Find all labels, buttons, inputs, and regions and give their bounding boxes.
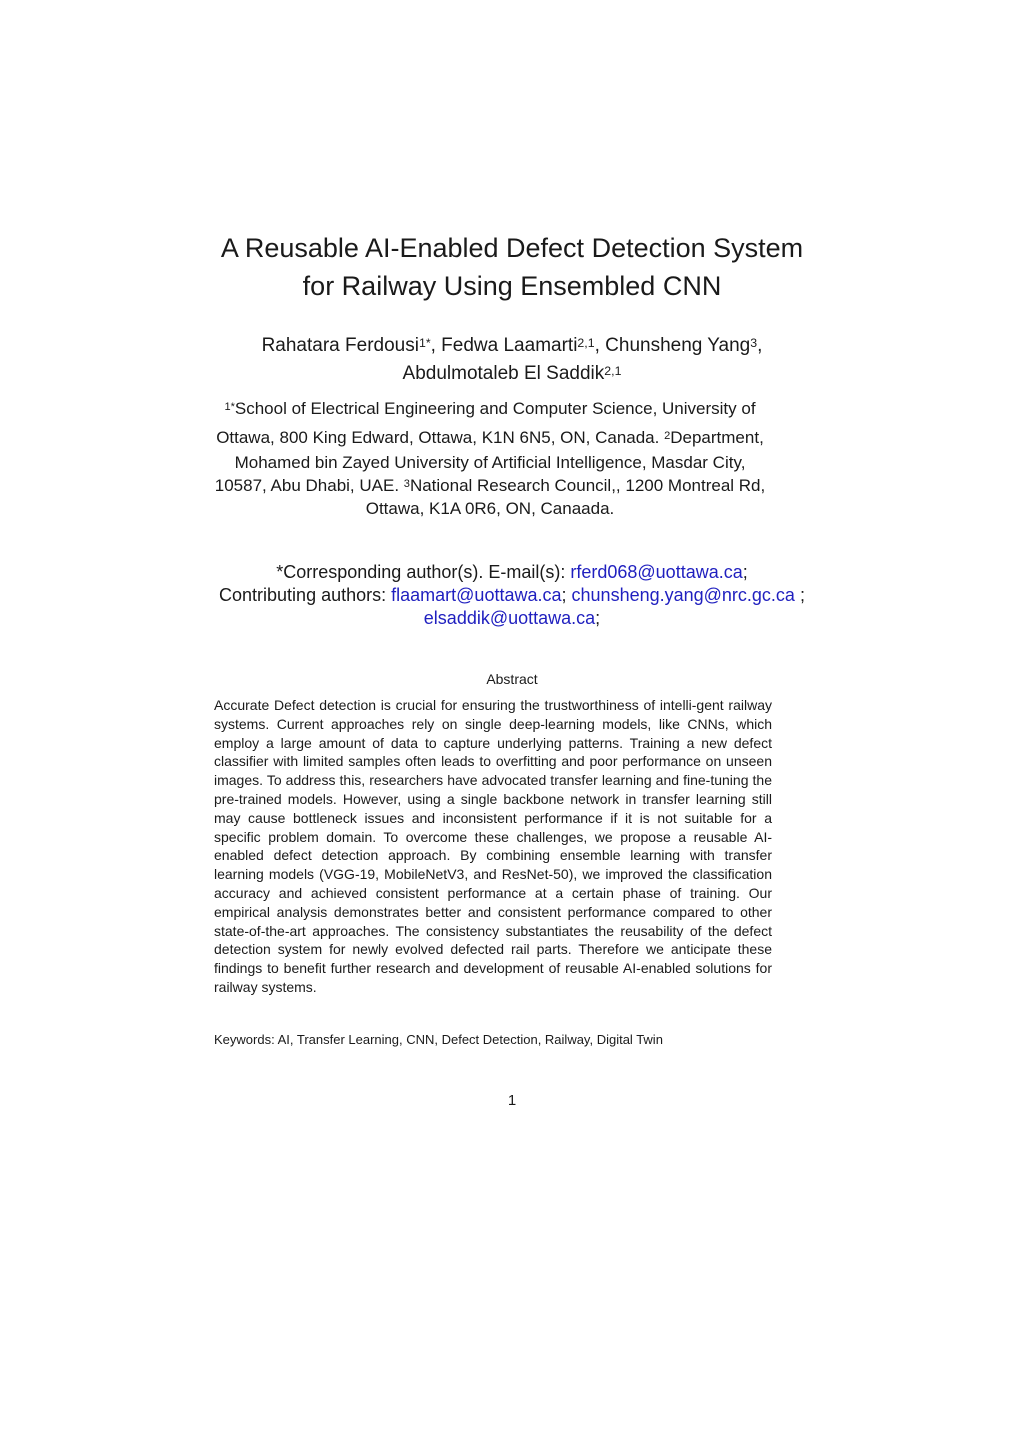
author-name: Abdulmotaleb El Saddik bbox=[402, 363, 605, 384]
author-affiliation-mark: 2,1 bbox=[577, 335, 595, 350]
paper-title-line-1: A Reusable AI-Enabled Defect Detection System bbox=[220, 233, 804, 263]
author-affiliation-mark: 1* bbox=[418, 335, 431, 350]
affiliation-text: National Research Council,, 1200 Montreal Rd, bbox=[409, 476, 766, 495]
email-link[interactable]: elsaddik@uottawa.ca bbox=[423, 608, 596, 628]
author-name: Rahatara Ferdousi bbox=[261, 335, 419, 356]
email-link[interactable]: flaamart@uottawa.ca bbox=[391, 585, 562, 605]
abstract-heading: Abstract bbox=[486, 671, 538, 687]
contributing-authors-line-2 bbox=[0, 607, 1024, 630]
author-name: , Chunsheng Yang bbox=[594, 335, 751, 356]
author-affiliation-mark: 2,1 bbox=[604, 363, 622, 378]
author-affiliation-mark: 3 bbox=[750, 335, 758, 350]
email-link[interactable]: rferd068@uottawa.ca bbox=[570, 562, 743, 582]
affiliation-text: Ottawa, 800 King Edward, Ottawa, K1N 6N5, ON, Canada. bbox=[216, 428, 660, 447]
email-separator: ; bbox=[595, 608, 601, 628]
paper-title-line-2: for Railway Using Ensembled CNN bbox=[302, 271, 722, 301]
corresponding-author-line bbox=[0, 561, 1024, 584]
affiliation-line-1 bbox=[190, 397, 790, 423]
affiliation-line-2 bbox=[190, 426, 790, 452]
affiliation-mark: 2 bbox=[664, 430, 671, 443]
author-separator: , bbox=[757, 335, 763, 356]
page-number: 1 bbox=[507, 1092, 517, 1109]
email-separator: ; bbox=[742, 562, 748, 582]
author-list-line-1 bbox=[0, 333, 1024, 360]
email-separator: ; bbox=[794, 585, 805, 605]
author-name: , Fedwa Laamarti bbox=[430, 335, 578, 356]
author-list-line-2 bbox=[0, 361, 1024, 388]
contributing-prefix: Contributing authors: bbox=[219, 585, 387, 605]
affiliation-text: 10587, Abu Dhabi, UAE. bbox=[214, 476, 400, 495]
affiliation-line-3: Mohamed bin Zayed University of Artificial Intelligence, Masdar City, bbox=[234, 453, 746, 472]
affiliation-mark: 3 bbox=[403, 478, 410, 491]
affiliation-line-5: Ottawa, K1A 0R6, ON, Canaada. bbox=[365, 499, 615, 518]
corresponding-prefix: *Corresponding author(s). E-mail(s): bbox=[276, 562, 566, 582]
email-link[interactable]: chunsheng.yang@nrc.gc.ca bbox=[571, 585, 795, 605]
abstract-body: Accurate Defect detection is crucial for ensuring the trustworthiness of intelli-gent railway systems. Current approaches rely on single deep-learning models, like CNNs, which employ a large amount of data to capture underlying patterns. Training a new defect classifier with limited samples often leads to overfitting and poor performance on unseen images. To address this, researchers have advocated transfer learning and fine-tuning the pre-trained models. However, using a single backbone network in transfer learning still may cause bottleneck issues and inconsistent performance if it is not suitable for a specific problem domain. To overcome these challenges, we propose a reusable AI-enabled defect detection approach. By combining ensemble learning with transfer learning models (VGG-19, MobileNetV3, and ResNet-50), we improved the classification accuracy and achieved consistent performance at a certain phase of training. Our empirical analysis demonstrates better and consistent performance compared to other state-of-the-art approaches. The consistency substantiates the reusability of the defect detection system for newly evolved defected rail parts. Therefore we anticipate these findings to benefit further research and development of reusable AI-enabled solutions for railway systems. bbox=[214, 697, 772, 995]
affiliation-text: School of Electrical Engineering and Computer Science, University of bbox=[234, 399, 756, 418]
keywords-line: Keywords: AI, Transfer Learning, CNN, Defect Detection, Railway, Digital Twin bbox=[214, 1032, 663, 1047]
email-separator: ; bbox=[561, 585, 567, 605]
contributing-authors-line bbox=[0, 584, 1024, 607]
affiliation-text: Department, bbox=[670, 428, 764, 447]
affiliation-mark: 1* bbox=[224, 401, 235, 414]
